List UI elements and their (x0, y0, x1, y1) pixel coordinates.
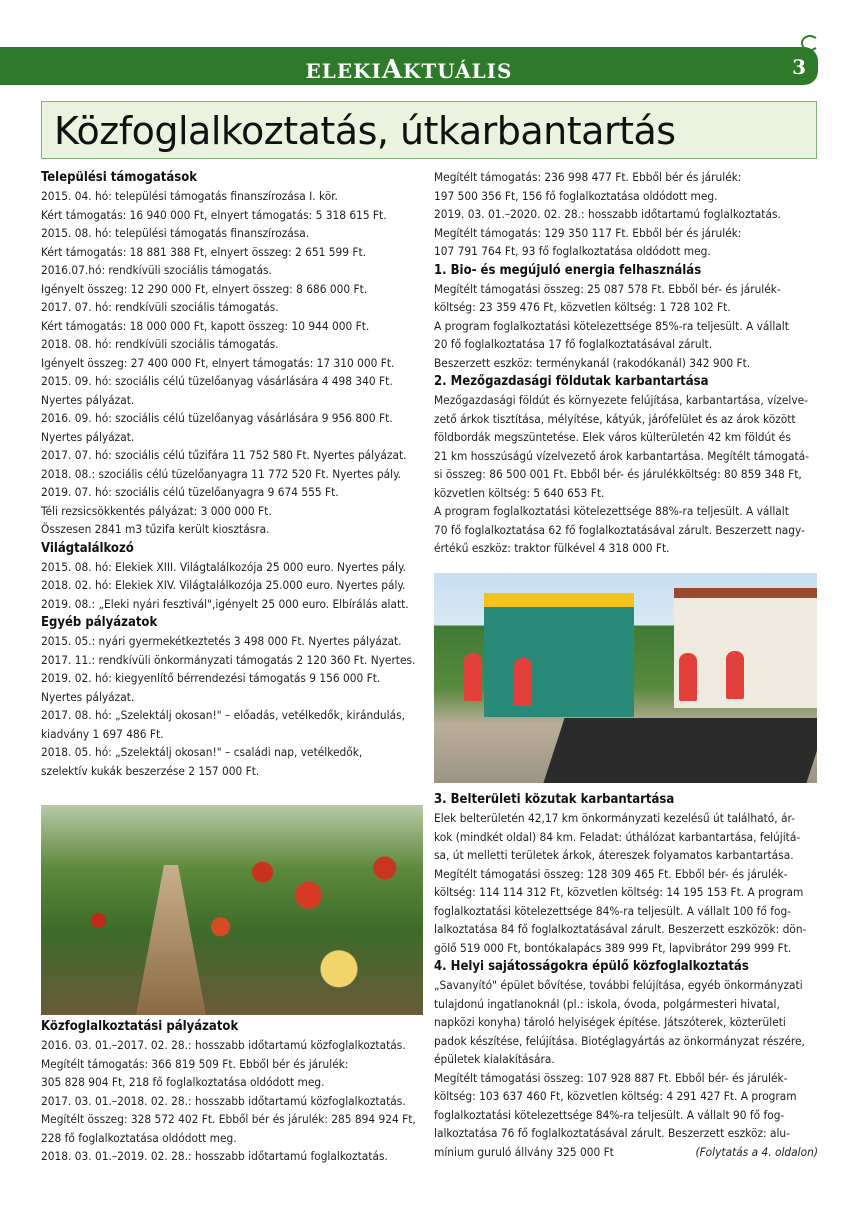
text-line: Mezőgazdasági földút és környezete felújítása, karbantartása, vízelve- (434, 393, 808, 407)
text-line: Összesen 2841 m3 tűzifa került kiosztásra. (41, 522, 270, 536)
text-line: 2019. 02. hó: kiegyenlítő bérrendezési támogatás 9 156 000 Ft. (41, 671, 381, 685)
text-line: A program foglalkoztatási kötelezettsége 85%-ra teljesült. A vállalt (434, 318, 789, 333)
text-line: „Savanyító" épület bővítése, további felújítása, egyéb önkormányzati (434, 978, 803, 992)
text-line: 2015. 05.: nyári gyermekétkeztetés 3 498 000 Ft. Nyertes pályázat. (41, 634, 402, 648)
page-number: 3 (792, 55, 806, 79)
text-block (434, 809, 818, 957)
text-line: 2017. 07. hó: rendkívüli szociális támogatás. (41, 300, 279, 314)
text-line: A program foglalkoztatási kötelezettsége 88%-ra teljesült. A vállalt (434, 504, 789, 518)
page-header (0, 47, 818, 85)
text-line: gölő 519 000 Ft, bontókalapács 389 999 Ft, lapvibrátor 299 999 Ft. (434, 940, 792, 955)
text-line: Megítélt támogatás: 236 998 477 Ft. Ebből bér és járulék: (434, 170, 742, 184)
text-block (41, 187, 425, 539)
article-title-box (41, 101, 817, 159)
text-line: Megítélt támogatási összeg: 128 309 465 Ft. Ebből bér- és járulék- (434, 866, 788, 881)
publication-title: ELEKIAKTUÁLIS (305, 55, 513, 85)
text-line: Elek belterületén 42,17 km önkormányzati kezelésű út található, ár- (434, 811, 795, 825)
text-line: Nyertes pályázat. (41, 689, 135, 704)
text-line: 2015. 08. hó: Elekiek XIII. Világtalálkozója 25 000 euro. Nyertes pály. (41, 559, 406, 574)
text-block (434, 280, 818, 373)
text-line: 70 fő foglalkoztatása 62 fő foglalkoztatásával zárult. Beszerzett nagy- (434, 522, 805, 537)
text-line: foglalkoztatási kötelezettsége 84%-ra teljesült. A vállalt 100 fő fog- (434, 903, 792, 918)
section-heading: Közfoglalkoztatási pályázatok (41, 1019, 239, 1034)
text-line: Megítélt támogatás: 129 350 117 Ft. Ebből bér és járulék: (434, 225, 742, 240)
text-line: Megítélt összeg: 328 572 402 Ft. Ebből bér és járulék: 285 894 924 Ft, (41, 1112, 416, 1126)
text-block (41, 632, 425, 780)
text-line: 2018. 08.: szociális célú tüzelőanyagra 11 772 520 Ft. Nyertes pály. (41, 466, 402, 481)
text-line: padok készítése, felújítása. Biotéglagyártás az önkormányzat részére, (434, 1033, 805, 1048)
text-line: 2017. 07. hó: szociális célú tűzifára 11 752 580 Ft. Nyertes pályázat. (41, 448, 407, 462)
text-line: szelektív kukák beszerzése 2 157 000 Ft. (41, 763, 260, 778)
text-line: 2015. 04. hó: települési támogatás finanszírozása I. kör. (41, 189, 338, 203)
text-block (41, 1036, 425, 1166)
text-line: Kért támogatás: 18 881 388 Ft, elnyert összeg: 2 651 599 Ft. (41, 244, 367, 259)
text-line: 2015. 08. hó: települési támogatás finanszírozása. (41, 226, 310, 240)
section-heading: 3. Belterületi közutak karbantartása (434, 792, 675, 807)
section-heading: Világtalálkozó (41, 540, 134, 556)
text-line: 2018. 08. hó: rendkívüli szociális támogatás. (41, 337, 279, 351)
text-line: Kért támogatás: 18 000 000 Ft, kapott összeg: 10 944 000 Ft. (41, 318, 370, 333)
text-line: 2016.07.hó: rendkívüli szociális támogatás. (41, 263, 272, 277)
text-line: Megítélt támogatási összeg: 107 928 887 Ft. Ebből bér- és járulék- (434, 1070, 788, 1085)
left-column-bottom (41, 1017, 425, 1166)
text-line: 21 km hosszúságú vízelvezető árok karbantartása. Megítélt támogatá- (434, 448, 810, 463)
text-line: kiadvány 1 697 486 Ft. (41, 726, 164, 741)
text-line: költség: 114 114 312 Ft, közvetlen költség: 14 195 153 Ft. A program (434, 885, 804, 899)
text-line: 2019. 08.: „Eleki nyári fesztivál",igényelt 25 000 euro. Elbírálás alatt. (41, 596, 409, 611)
right-column (434, 168, 818, 558)
text-line: 197 500 356 Ft, 156 fő foglalkoztatása oldódott meg. (434, 188, 718, 203)
text-line: si összeg: 86 500 001 Ft. Ebből bér- és járulékköltség: 80 859 348 Ft, (434, 467, 802, 481)
text-line: Nyertes pályázat. (41, 392, 135, 407)
right-column-bottom (434, 790, 818, 1161)
tomato-greenhouse-photo (41, 805, 423, 1015)
text-line: 228 fő foglalkoztatása oldódott meg. (41, 1130, 237, 1145)
text-line: Nyertes pályázat. (41, 429, 135, 444)
last-line: mínium guruló állvány 325 000 Ft (434, 1144, 614, 1159)
text-block (41, 558, 425, 614)
text-line: 2016. 09. hó: szociális célú tüzelőanyag vásárlására 9 956 800 Ft. (41, 411, 393, 425)
text-line: Igényelt összeg: 12 290 000 Ft, elnyert összeg: 8 686 000 Ft. (41, 281, 368, 296)
article-title: Közfoglalkoztatás, útkarbantartás (54, 109, 676, 153)
text-line: 2016. 03. 01.–2017. 02. 28.: hosszabb időtartamú közfoglalkoztatás. (41, 1038, 406, 1052)
text-line: költség: 103 637 460 Ft, közvetlen költség: 4 291 427 Ft. A program (434, 1089, 797, 1103)
text-line: 2018. 05. hó: „Szelektálj okosan!" – családi nap, vetélkedők, (41, 745, 363, 759)
road-paving-photo (434, 573, 817, 783)
text-line: lalkoztatása 84 fő foglalkoztatásával zárult. Beszerzett eszközök: dön- (434, 922, 807, 936)
section-heading: Települési támogatások (41, 170, 198, 185)
text-line: költség: 23 359 476 Ft, közvetlen költség: 1 728 102 Ft. (434, 300, 731, 314)
text-line: Igényelt összeg: 27 400 000 Ft, elnyert támogatás: 17 310 000 Ft. (41, 355, 395, 370)
text-block (434, 976, 818, 1161)
continued-note: (Folytatás a 4. oldalon) (695, 1144, 818, 1159)
text-line: értékű eszköz: traktor fülkével 4 318 000 Ft. (434, 541, 670, 555)
text-line: közvetlen költség: 5 640 653 Ft. (434, 485, 605, 500)
text-line: 2015. 09. hó: szociális célú tüzelőanyag vásárlására 4 498 340 Ft. (41, 374, 393, 388)
text-line: Megítélt támogatási összeg: 25 087 578 Ft. Ebből bér- és járulék- (434, 281, 781, 296)
text-block (434, 391, 818, 558)
text-line: napközi konyha) tároló helyiségek építése. Játszóterek, közterületi (434, 1015, 786, 1029)
text-line: foglalkoztatási kötelezettsége 84%-ra teljesült. A vállalt 90 fő fog- (434, 1107, 785, 1122)
text-line: 2017. 03. 01.–2018. 02. 28.: hosszabb időtartamú közfoglalkoztatás. (41, 1093, 406, 1108)
text-line: 305 828 904 Ft, 218 fő foglalkoztatása oldódott meg. (41, 1075, 325, 1089)
text-line: zető árkok tisztítása, mélyítése, kátyúk, járófelület és az árok között (434, 411, 796, 426)
text-line: épületek kialakítására. (434, 1052, 555, 1066)
text-line: sa, út melletti területek árkok, átereszek folyamatos karbantartása. (434, 848, 794, 862)
text-line: Beszerzett eszköz: terménykanál (rakodókanál) 342 900 Ft. (434, 355, 751, 370)
text-line: 2019. 03. 01.–2020. 02. 28.: hosszabb időtartamú foglalkoztatás. (434, 207, 781, 221)
text-line: 2017. 08. hó: „Szelektálj okosan!" – előadás, vetélkedők, kirándulás, (41, 708, 406, 722)
text-line: kok (mindkét oldal) 84 km. Feladat: úthálózat karbantartása, felújítá- (434, 829, 801, 844)
left-column (41, 168, 425, 780)
text-line: Téli rezsicsökkentés pályázat: 3 000 000 Ft. (41, 503, 272, 518)
section-heading: 1. Bio- és megújuló energia felhasználás (434, 262, 702, 278)
section-heading: 4. Helyi sajátosságokra épülő közfoglalkoztatás (434, 959, 749, 974)
section-heading: Egyéb pályázatok (41, 615, 158, 630)
text-line: 2018. 03. 01.–2019. 02. 28.: hosszabb időtartamú foglalkoztatás. (41, 1149, 388, 1163)
text-line: Kért támogatás: 16 940 000 Ft, elnyert támogatás: 5 318 615 Ft. (41, 207, 387, 222)
section-heading: 2. Mezőgazdasági földutak karbantartása (434, 374, 709, 389)
text-line: 2017. 11.: rendkívüli önkormányzati támogatás 2 120 360 Ft. Nyertes. (41, 652, 416, 667)
text-line: 2018. 02. hó: Elekiek XIV. Világtalálkozója 25.000 euro. Nyertes pály. (41, 578, 406, 592)
text-block (434, 168, 818, 261)
text-line: lalkoztatása 76 fő foglalkoztatásával zárult. Beszerzett eszköz: alu- (434, 1126, 790, 1140)
text-line: Megítélt támogatás: 366 819 509 Ft. Ebből bér és járulék: (41, 1056, 349, 1071)
text-line: 20 fő foglalkoztatása 17 fő foglalkoztatásával zárult. (434, 337, 713, 351)
text-line: 107 791 764 Ft, 93 fő foglalkoztatása oldódott meg. (434, 244, 711, 258)
text-line: földbordák megszüntetése. Elek város külterületén 42 km földút és (434, 430, 791, 444)
text-line: 2019. 07. hó: szociális célú tüzelőanyagra 9 674 555 Ft. (41, 485, 339, 499)
text-line: tulajdonú ingatlanoknál (pl.: iskola, óvoda, polgármesteri hivatal, (434, 996, 780, 1011)
